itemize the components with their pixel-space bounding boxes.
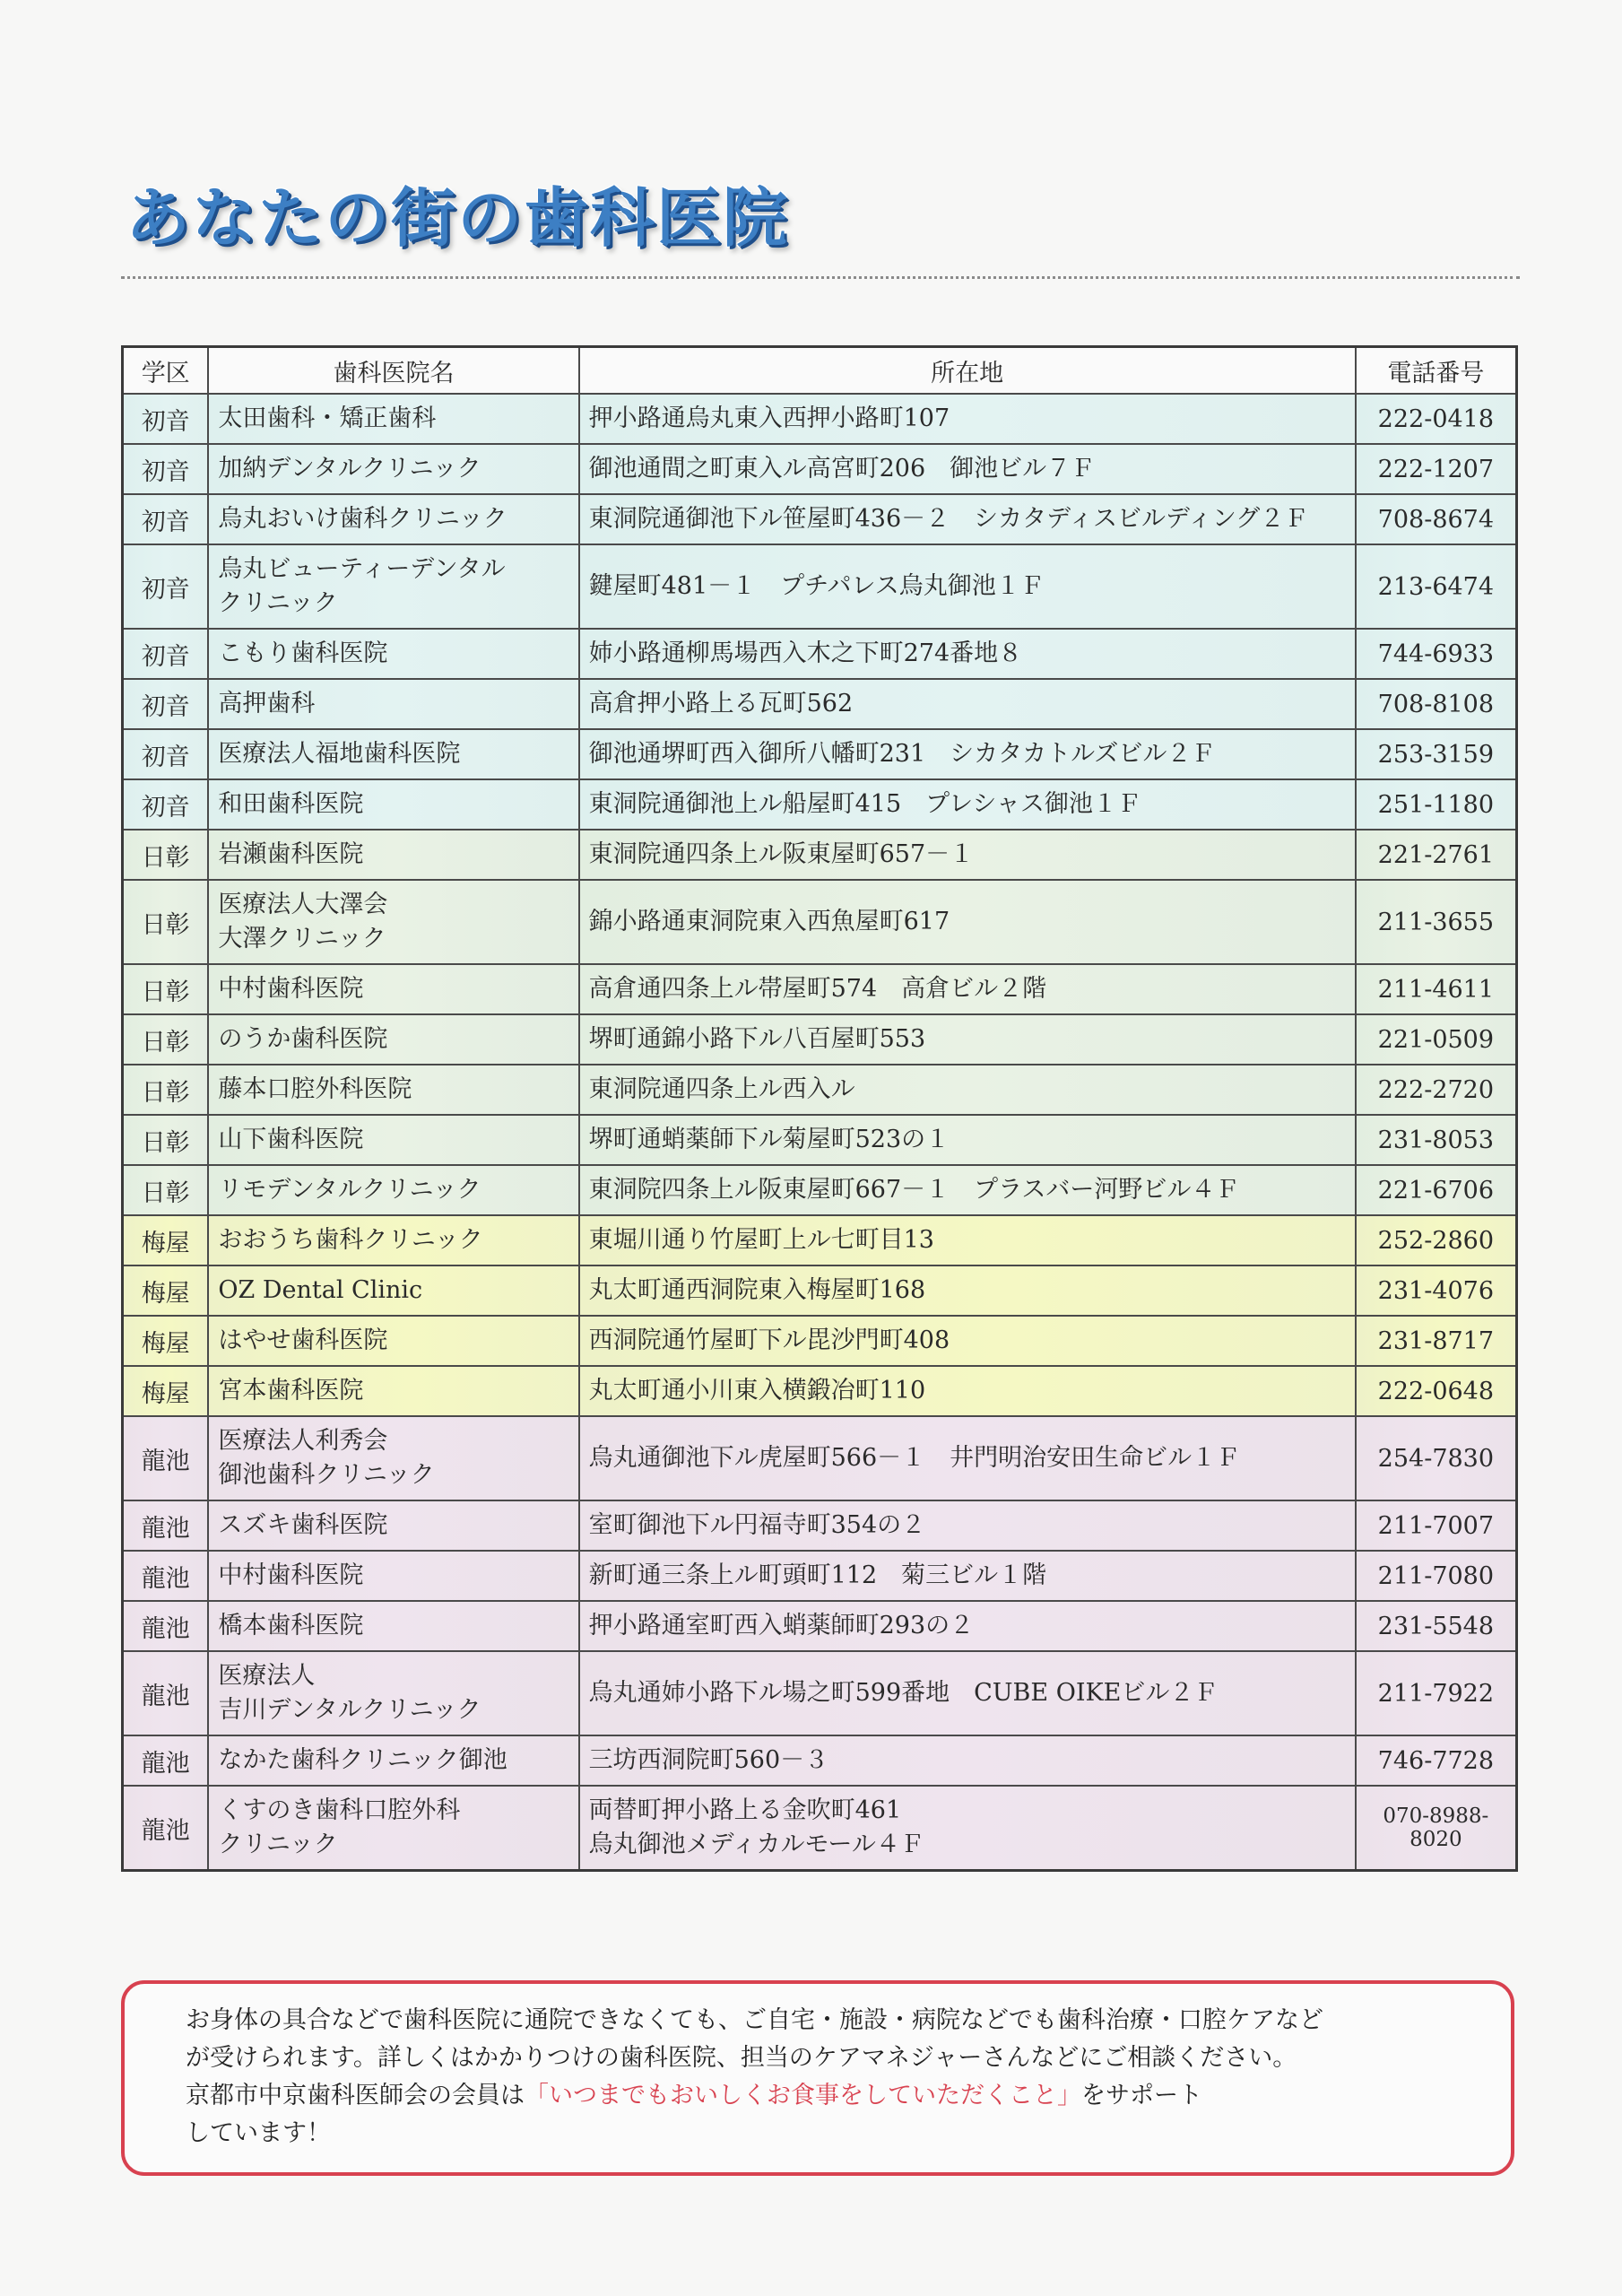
phone-cell: 211-7007 xyxy=(1356,1500,1517,1551)
district-cell: 初音 xyxy=(123,494,209,544)
table-row xyxy=(123,444,1517,494)
dental-clinic-table xyxy=(121,345,1518,1872)
phone-cell: 253-3159 xyxy=(1356,729,1517,779)
phone-cell: 211-3655 xyxy=(1356,880,1517,964)
district-cell: 龍池 xyxy=(123,1551,209,1601)
notice-text: をサポート xyxy=(1081,2082,1202,2109)
district-cell: 日彰 xyxy=(123,1165,209,1215)
header-address: 所在地 xyxy=(579,347,1356,395)
home-care-notice-box xyxy=(121,1980,1514,2176)
clinic-name-cell: 中村歯科医院 xyxy=(208,964,578,1014)
phone-cell: 211-7080 xyxy=(1356,1551,1517,1601)
address-cell: 新町通三条上ル町頭町112 菊三ビル１階 xyxy=(579,1551,1356,1601)
title-divider xyxy=(121,276,1520,279)
table-row xyxy=(123,1014,1517,1065)
clinic-name-cell: 烏丸おいけ歯科クリニック xyxy=(208,494,578,544)
clinic-name-cell: 烏丸ビューティーデンタル クリニック xyxy=(208,544,578,629)
phone-cell: 708-8674 xyxy=(1356,494,1517,544)
district-cell: 初音 xyxy=(123,679,209,729)
notice-line: が受けられます。詳しくはかかりつけの歯科医院、担当のケアマネジャーさんなどにご相談ください。 xyxy=(186,2044,1297,2072)
table-row xyxy=(123,880,1517,964)
address-cell: 堺町通錦小路下ル八百屋町553 xyxy=(579,1014,1356,1065)
phone-cell: 254-7830 xyxy=(1356,1416,1517,1500)
clinic-name-cell: 医療法人福地歯科医院 xyxy=(208,729,578,779)
phone-cell: 231-8053 xyxy=(1356,1115,1517,1165)
address-cell: 烏丸通御池下ル虎屋町566－１ 井門明治安田生命ビル１Ｆ xyxy=(579,1416,1356,1500)
clinic-name-cell: リモデンタルクリニック xyxy=(208,1165,578,1215)
district-cell: 梅屋 xyxy=(123,1316,209,1366)
address-cell: 丸太町通西洞院東入梅屋町168 xyxy=(579,1265,1356,1316)
clinic-name-cell: 加納デンタルクリニック xyxy=(208,444,578,494)
phone-cell: 708-8108 xyxy=(1356,679,1517,729)
district-cell: 初音 xyxy=(123,779,209,830)
phone-cell: 222-2720 xyxy=(1356,1065,1517,1115)
address-cell: 三坊西洞院町560－３ xyxy=(579,1735,1356,1786)
table-row xyxy=(123,1786,1517,1871)
clinic-name-cell: 橋本歯科医院 xyxy=(208,1601,578,1651)
header-phone: 電話番号 xyxy=(1356,347,1517,395)
district-cell: 梅屋 xyxy=(123,1215,209,1265)
address-cell: 押小路通室町西入蛸薬師町293の２ xyxy=(579,1601,1356,1651)
notice-text: 京都市中京歯科医師会の会員は xyxy=(186,2082,525,2109)
phone-cell: 231-4076 xyxy=(1356,1265,1517,1316)
table-row xyxy=(123,779,1517,830)
clinic-name-cell: 宮本歯科医院 xyxy=(208,1366,578,1416)
address-cell: 西洞院通竹屋町下ル毘沙門町408 xyxy=(579,1316,1356,1366)
district-cell: 龍池 xyxy=(123,1416,209,1500)
notice-line xyxy=(186,2077,1466,2115)
clinic-name-cell: のうか歯科医院 xyxy=(208,1014,578,1065)
address-cell: 高倉通四条上ル帯屋町574 高倉ビル２階 xyxy=(579,964,1356,1014)
district-cell: 龍池 xyxy=(123,1786,209,1871)
district-cell: 初音 xyxy=(123,544,209,629)
clinic-name-cell: おおうち歯科クリニック xyxy=(208,1215,578,1265)
header-district: 学区 xyxy=(123,347,209,395)
table-row xyxy=(123,1065,1517,1115)
phone-cell: 746-7728 xyxy=(1356,1735,1517,1786)
phone-cell: 252-2860 xyxy=(1356,1215,1517,1265)
district-cell: 龍池 xyxy=(123,1735,209,1786)
table-row xyxy=(123,394,1517,444)
table-header-row xyxy=(123,347,1517,395)
clinic-name-cell: OZ Dental Clinic xyxy=(208,1265,578,1316)
address-cell: 東洞院通御池上ル船屋町415 プレシャス御池１Ｆ xyxy=(579,779,1356,830)
address-cell: 両替町押小路上る金吹町461 烏丸御池メディカルモール４Ｆ xyxy=(579,1786,1356,1871)
address-cell: 東洞院通四条上ル阪東屋町657－１ xyxy=(579,830,1356,880)
clinic-name-cell: 医療法人利秀会 御池歯科クリニック xyxy=(208,1416,578,1500)
table-row xyxy=(123,1651,1517,1735)
table-row xyxy=(123,1601,1517,1651)
table-row xyxy=(123,1551,1517,1601)
district-cell: 日彰 xyxy=(123,880,209,964)
table-row xyxy=(123,679,1517,729)
table-row xyxy=(123,1735,1517,1786)
address-cell: 御池通堺町西入御所八幡町231 シカタカトルズビル２Ｆ xyxy=(579,729,1356,779)
table-row xyxy=(123,729,1517,779)
address-cell: 室町御池下ル円福寺町354の２ xyxy=(579,1500,1356,1551)
district-cell: 日彰 xyxy=(123,830,209,880)
table-row xyxy=(123,1265,1517,1316)
district-cell: 初音 xyxy=(123,629,209,679)
address-cell: 丸太町通小川東入横鍛冶町110 xyxy=(579,1366,1356,1416)
clinic-name-cell: 岩瀬歯科医院 xyxy=(208,830,578,880)
clinic-name-cell: 医療法人大澤会 大澤クリニック xyxy=(208,880,578,964)
address-cell: 東洞院通御池下ル笹屋町436－２ シカタディスビルディング２Ｆ xyxy=(579,494,1356,544)
phone-cell: 211-7922 xyxy=(1356,1651,1517,1735)
address-cell: 押小路通烏丸東入西押小路町107 xyxy=(579,394,1356,444)
district-cell: 龍池 xyxy=(123,1500,209,1551)
clinic-name-cell: くすのき歯科口腔外科 クリニック xyxy=(208,1786,578,1871)
clinic-name-cell: なかた歯科クリニック御池 xyxy=(208,1735,578,1786)
table-row xyxy=(123,830,1517,880)
phone-cell: 744-6933 xyxy=(1356,629,1517,679)
notice-line: お身体の具合などで歯科医院に通院できなくても、ご自宅・施設・病院などでも歯科治療・口腔ケアなど xyxy=(186,2006,1323,2034)
clinic-name-cell: 太田歯科・矯正歯科 xyxy=(208,394,578,444)
table-row xyxy=(123,1165,1517,1215)
clinic-name-cell: こもり歯科医院 xyxy=(208,629,578,679)
phone-cell: 211-4611 xyxy=(1356,964,1517,1014)
district-cell: 日彰 xyxy=(123,1014,209,1065)
address-cell: 御池通間之町東入ル高宮町206 御池ビル７Ｆ xyxy=(579,444,1356,494)
table-row xyxy=(123,1366,1517,1416)
district-cell: 初音 xyxy=(123,444,209,494)
district-cell: 龍池 xyxy=(123,1651,209,1735)
district-cell: 日彰 xyxy=(123,964,209,1014)
district-cell: 初音 xyxy=(123,394,209,444)
district-cell: 日彰 xyxy=(123,1065,209,1115)
clinic-name-cell: 医療法人 吉川デンタルクリニック xyxy=(208,1651,578,1735)
phone-cell: 222-0418 xyxy=(1356,394,1517,444)
address-cell: 烏丸通姉小路下ル場之町599番地 CUBE OIKEビル２Ｆ xyxy=(579,1651,1356,1735)
table-row xyxy=(123,494,1517,544)
table-row xyxy=(123,544,1517,629)
phone-cell: 231-5548 xyxy=(1356,1601,1517,1651)
table-row xyxy=(123,1316,1517,1366)
address-cell: 高倉押小路上る瓦町562 xyxy=(579,679,1356,729)
address-cell: 錦小路通東洞院東入西魚屋町617 xyxy=(579,880,1356,964)
table-row xyxy=(123,1500,1517,1551)
clinic-name-cell: スズキ歯科医院 xyxy=(208,1500,578,1551)
phone-cell: 213-6474 xyxy=(1356,544,1517,629)
phone-cell: 221-2761 xyxy=(1356,830,1517,880)
address-cell: 鍵屋町481－１ プチパレス烏丸御池１Ｆ xyxy=(579,544,1356,629)
phone-cell: 222-0648 xyxy=(1356,1366,1517,1416)
phone-cell: 221-6706 xyxy=(1356,1165,1517,1215)
address-cell: 東洞院四条上ル阪東屋町667－１ プラスバー河野ビル４Ｆ xyxy=(579,1165,1356,1215)
district-cell: 梅屋 xyxy=(123,1366,209,1416)
address-cell: 東洞院通四条上ル西入ル xyxy=(579,1065,1356,1115)
phone-cell: 251-1180 xyxy=(1356,779,1517,830)
table-row xyxy=(123,1416,1517,1500)
page-title: あなたの街の歯科医院 xyxy=(126,180,790,256)
district-cell: 龍池 xyxy=(123,1601,209,1651)
table-row xyxy=(123,964,1517,1014)
clinic-name-cell: 高押歯科 xyxy=(208,679,578,729)
district-cell: 梅屋 xyxy=(123,1265,209,1316)
table-row xyxy=(123,1215,1517,1265)
address-cell: 東堀川通り竹屋町上ル七町目13 xyxy=(579,1215,1356,1265)
header-clinic-name: 歯科医院名 xyxy=(208,347,578,395)
clinic-name-cell: 中村歯科医院 xyxy=(208,1551,578,1601)
clinic-name-cell: 山下歯科医院 xyxy=(208,1115,578,1165)
district-cell: 日彰 xyxy=(123,1115,209,1165)
notice-line: しています！ xyxy=(186,2119,331,2147)
phone-cell: 222-1207 xyxy=(1356,444,1517,494)
phone-cell: 231-8717 xyxy=(1356,1316,1517,1366)
district-cell: 初音 xyxy=(123,729,209,779)
clinic-name-cell: 藤本口腔外科医院 xyxy=(208,1065,578,1115)
table-row xyxy=(123,629,1517,679)
clinic-name-cell: 和田歯科医院 xyxy=(208,779,578,830)
address-cell: 堺町通蛸薬師下ル菊屋町523の１ xyxy=(579,1115,1356,1165)
notice-highlight: 「いつまでもおいしくお食事をしていただくこと」 xyxy=(525,2082,1081,2109)
table-row xyxy=(123,1115,1517,1165)
address-cell: 姉小路通柳馬場西入木之下町274番地８ xyxy=(579,629,1356,679)
phone-cell: 070-8988-8020 xyxy=(1356,1786,1517,1871)
clinic-name-cell: はやせ歯科医院 xyxy=(208,1316,578,1366)
phone-cell: 221-0509 xyxy=(1356,1014,1517,1065)
